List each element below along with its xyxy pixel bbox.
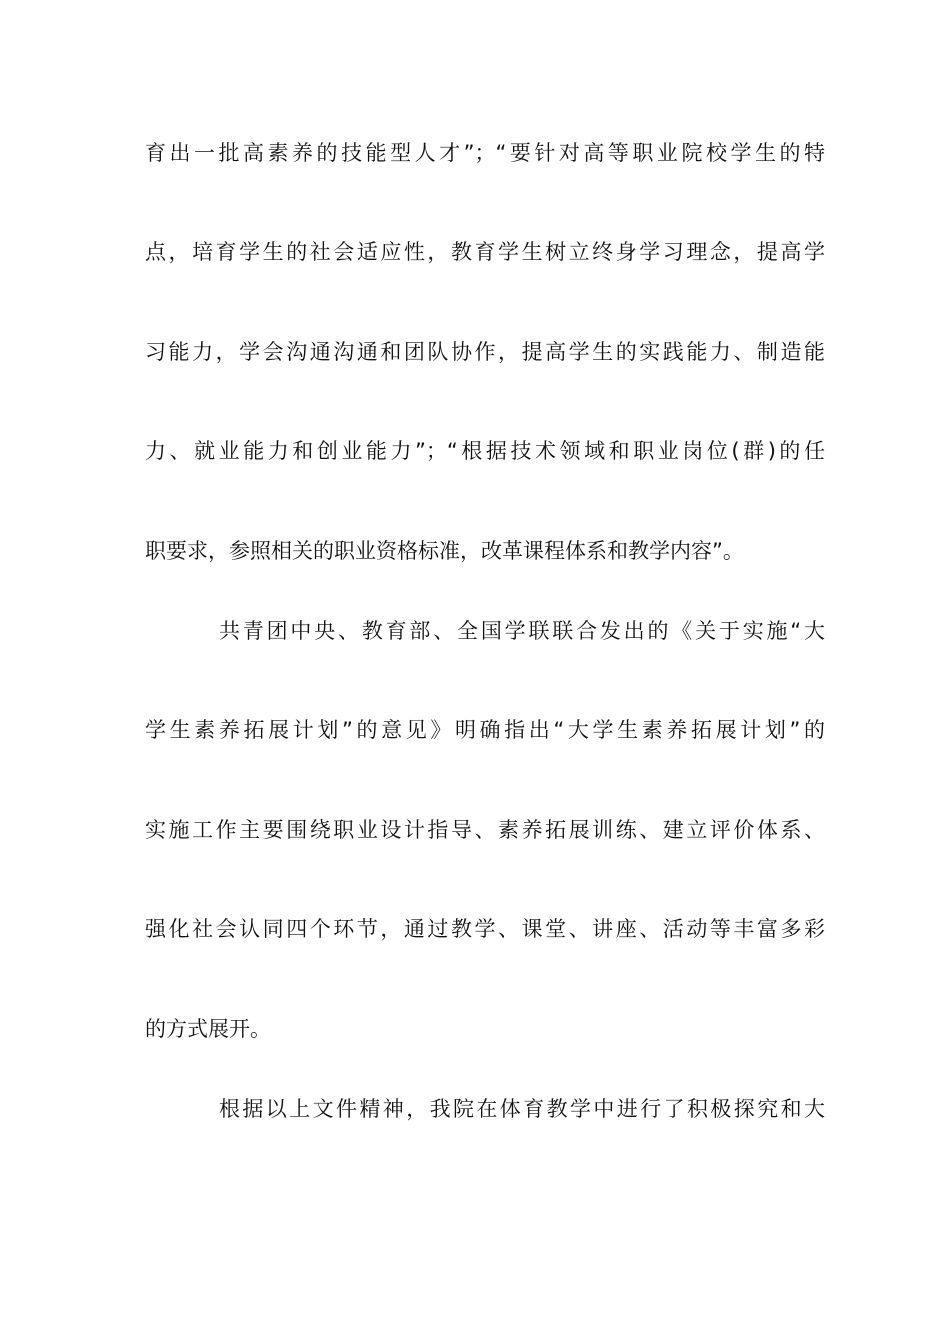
paragraph-line: 育出一批高素养的技能型人才”；“要针对高等职业院校学生的特 [145, 141, 825, 165]
paragraph-line: 习能力，学会沟通沟通和团队协作，提高学生的实践能力、制造能 [145, 340, 825, 364]
paragraph-line: 职要求，参照相关的职业资格标准，改革课程体系和教学内容”。 [145, 539, 744, 563]
paragraph-line: 强化社会认同四个环节，通过教学、课堂、讲座、活动等丰富多彩 [145, 917, 825, 941]
paragraph-line: 实施工作主要围绕职业设计指导、素养拓展训练、建立评价体系、 [145, 818, 825, 842]
paragraph-line: 的方式展开。 [145, 1017, 271, 1041]
paragraph-line: 力、就业能力和创业能力”；“根据技术领域和职业岗位(群)的任 [145, 439, 825, 463]
paragraph-line: 根据以上文件精神，我院在体育教学中进行了积极探究和大 [219, 1097, 825, 1121]
paragraph-line: 学生素养拓展计划”的意见》明确指出“大学生素养拓展计划”的 [145, 718, 825, 742]
paragraph-line: 点，培育学生的社会适应性，教育学生树立终身学习理念，提高学 [145, 240, 825, 264]
paragraph-line: 共青团中央、教育部、全国学联联合发出的《关于实施“大 [219, 619, 825, 643]
